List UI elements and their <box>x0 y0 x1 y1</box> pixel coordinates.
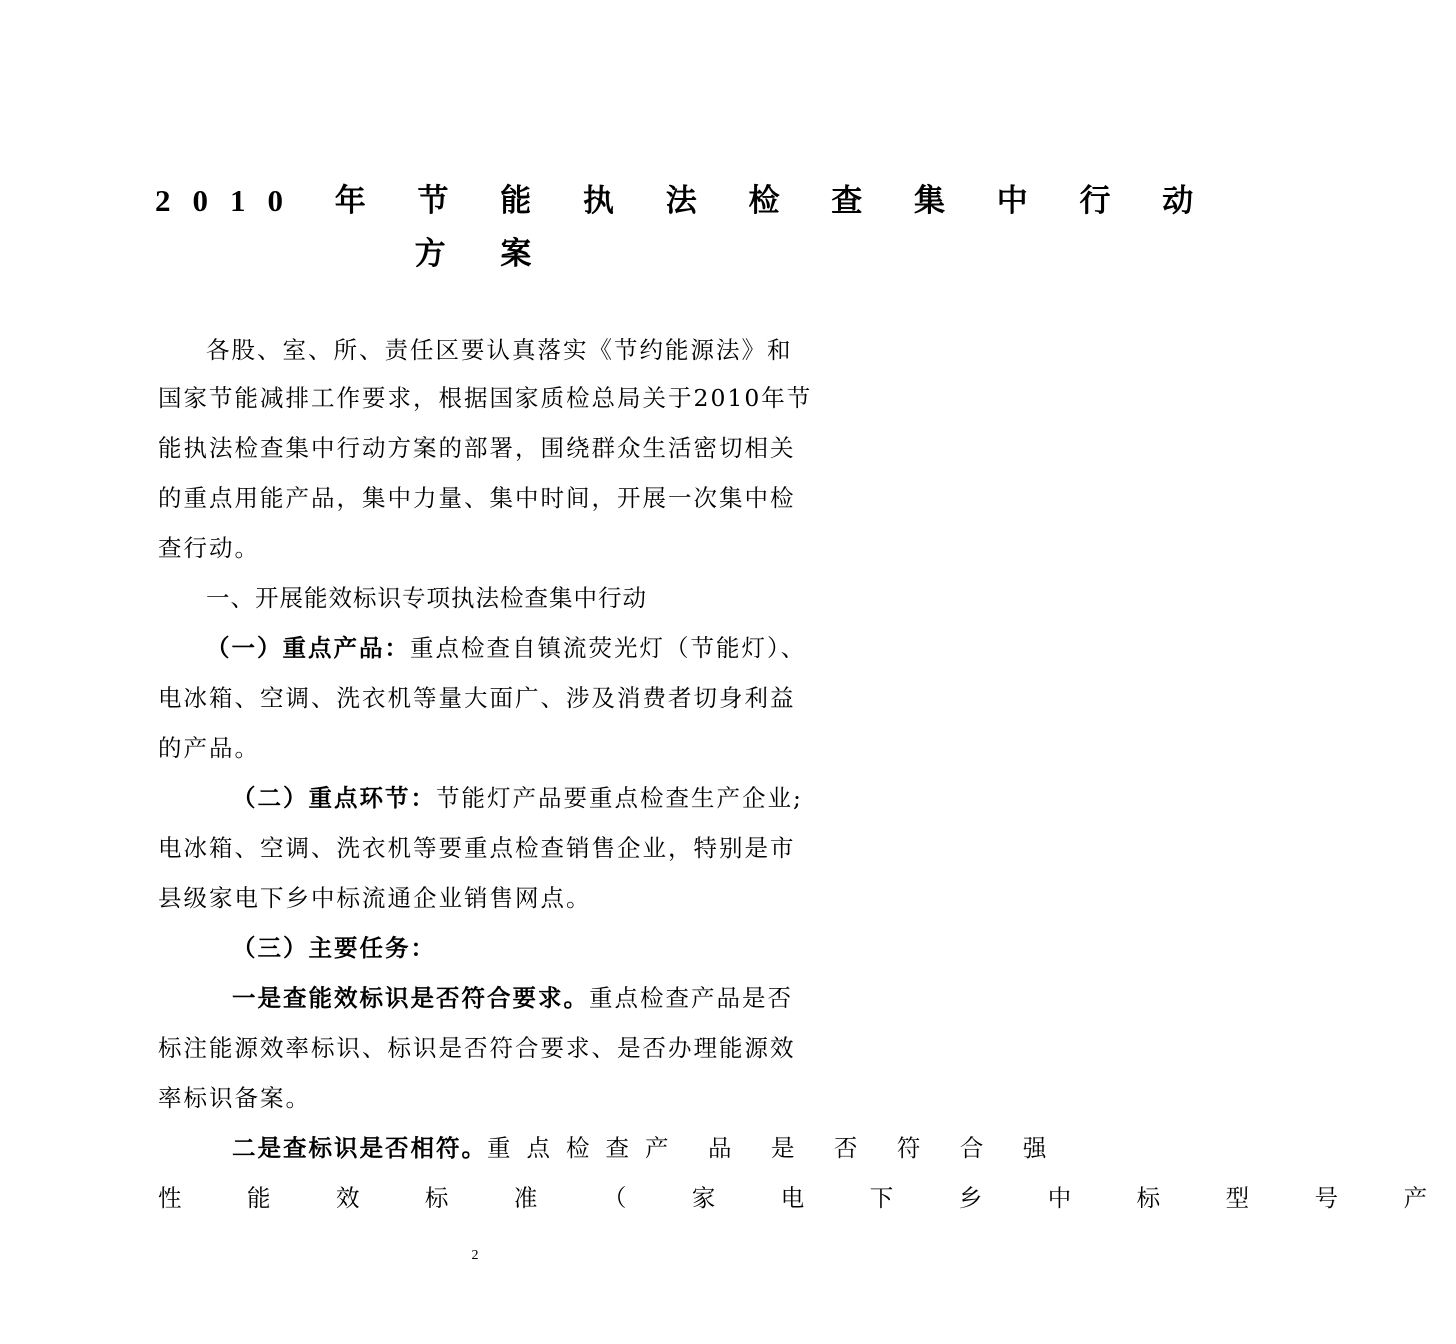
intro-line-5: 查行动。 <box>158 534 260 562</box>
task-1-label: 一是查能效标识是否符合要求。 <box>232 984 589 1012</box>
task-1-text: 重点检查产品是否 <box>589 984 793 1012</box>
task-2-line-2: 性 能 效 标 准 （ 家 电 下 乡 中 标 型 号 产 <box>158 1184 1456 1212</box>
item-1-line-2: 电冰箱、空调、洗衣机等量大面广、涉及消费者切身利益 <box>158 684 796 712</box>
task-1-line-3: 率标识备案。 <box>158 1084 311 1112</box>
intro-line-2: 国家节能减排工作要求，根据国家质检总局关于2010年节 <box>158 384 813 412</box>
task-1-line-2: 标注能源效率标识、标识是否符合要求、是否办理能源效 <box>158 1034 796 1062</box>
item-2-line-1 <box>232 783 803 813</box>
intro-line-4: 的重点用能产品，集中力量、集中时间，开展一次集中检 <box>158 484 796 512</box>
item-2-line-2: 电冰箱、空调、洗衣机等要重点检查销售企业，特别是市 <box>158 834 796 862</box>
item-1-line-1 <box>206 633 806 663</box>
document-title: 2010 年 节 能 执 法 检 查 集 中 行 动 <box>155 183 1216 218</box>
item-2-line-3: 县级家电下乡中标流通企业销售网点。 <box>158 884 592 912</box>
page-number: 2 <box>471 1248 479 1263</box>
item-2-label: （二）重点环节： <box>232 784 436 812</box>
intro-line-3: 能执法检查集中行动方案的部署，围绕群众生活密切相关 <box>158 434 796 462</box>
intro-line-1: 各股、室、所、责任区要认真落实《节约能源法》和 <box>206 336 793 364</box>
section-heading-1: 一、开展能效标识专项执法检查集中行动 <box>206 584 647 612</box>
document-title-line2: 方 案 <box>414 236 554 272</box>
item-3-label: （三）主要任务： <box>232 934 436 962</box>
task-2-text: 重点检查产 品 是 否 符 合 强 <box>487 1134 1063 1162</box>
task-2-line-1 <box>232 1133 1062 1163</box>
item-1-label: （一）重点产品： <box>206 634 410 662</box>
item-2-text: 节能灯产品要重点检查生产企业; <box>436 784 803 812</box>
task-1-line-1 <box>232 983 793 1013</box>
task-2-label: 二是查标识是否相符。 <box>232 1134 487 1162</box>
item-1-line-3: 的产品。 <box>158 734 260 762</box>
item-1-text: 重点检查自镇流荧光灯（节能灯）、 <box>410 634 807 662</box>
